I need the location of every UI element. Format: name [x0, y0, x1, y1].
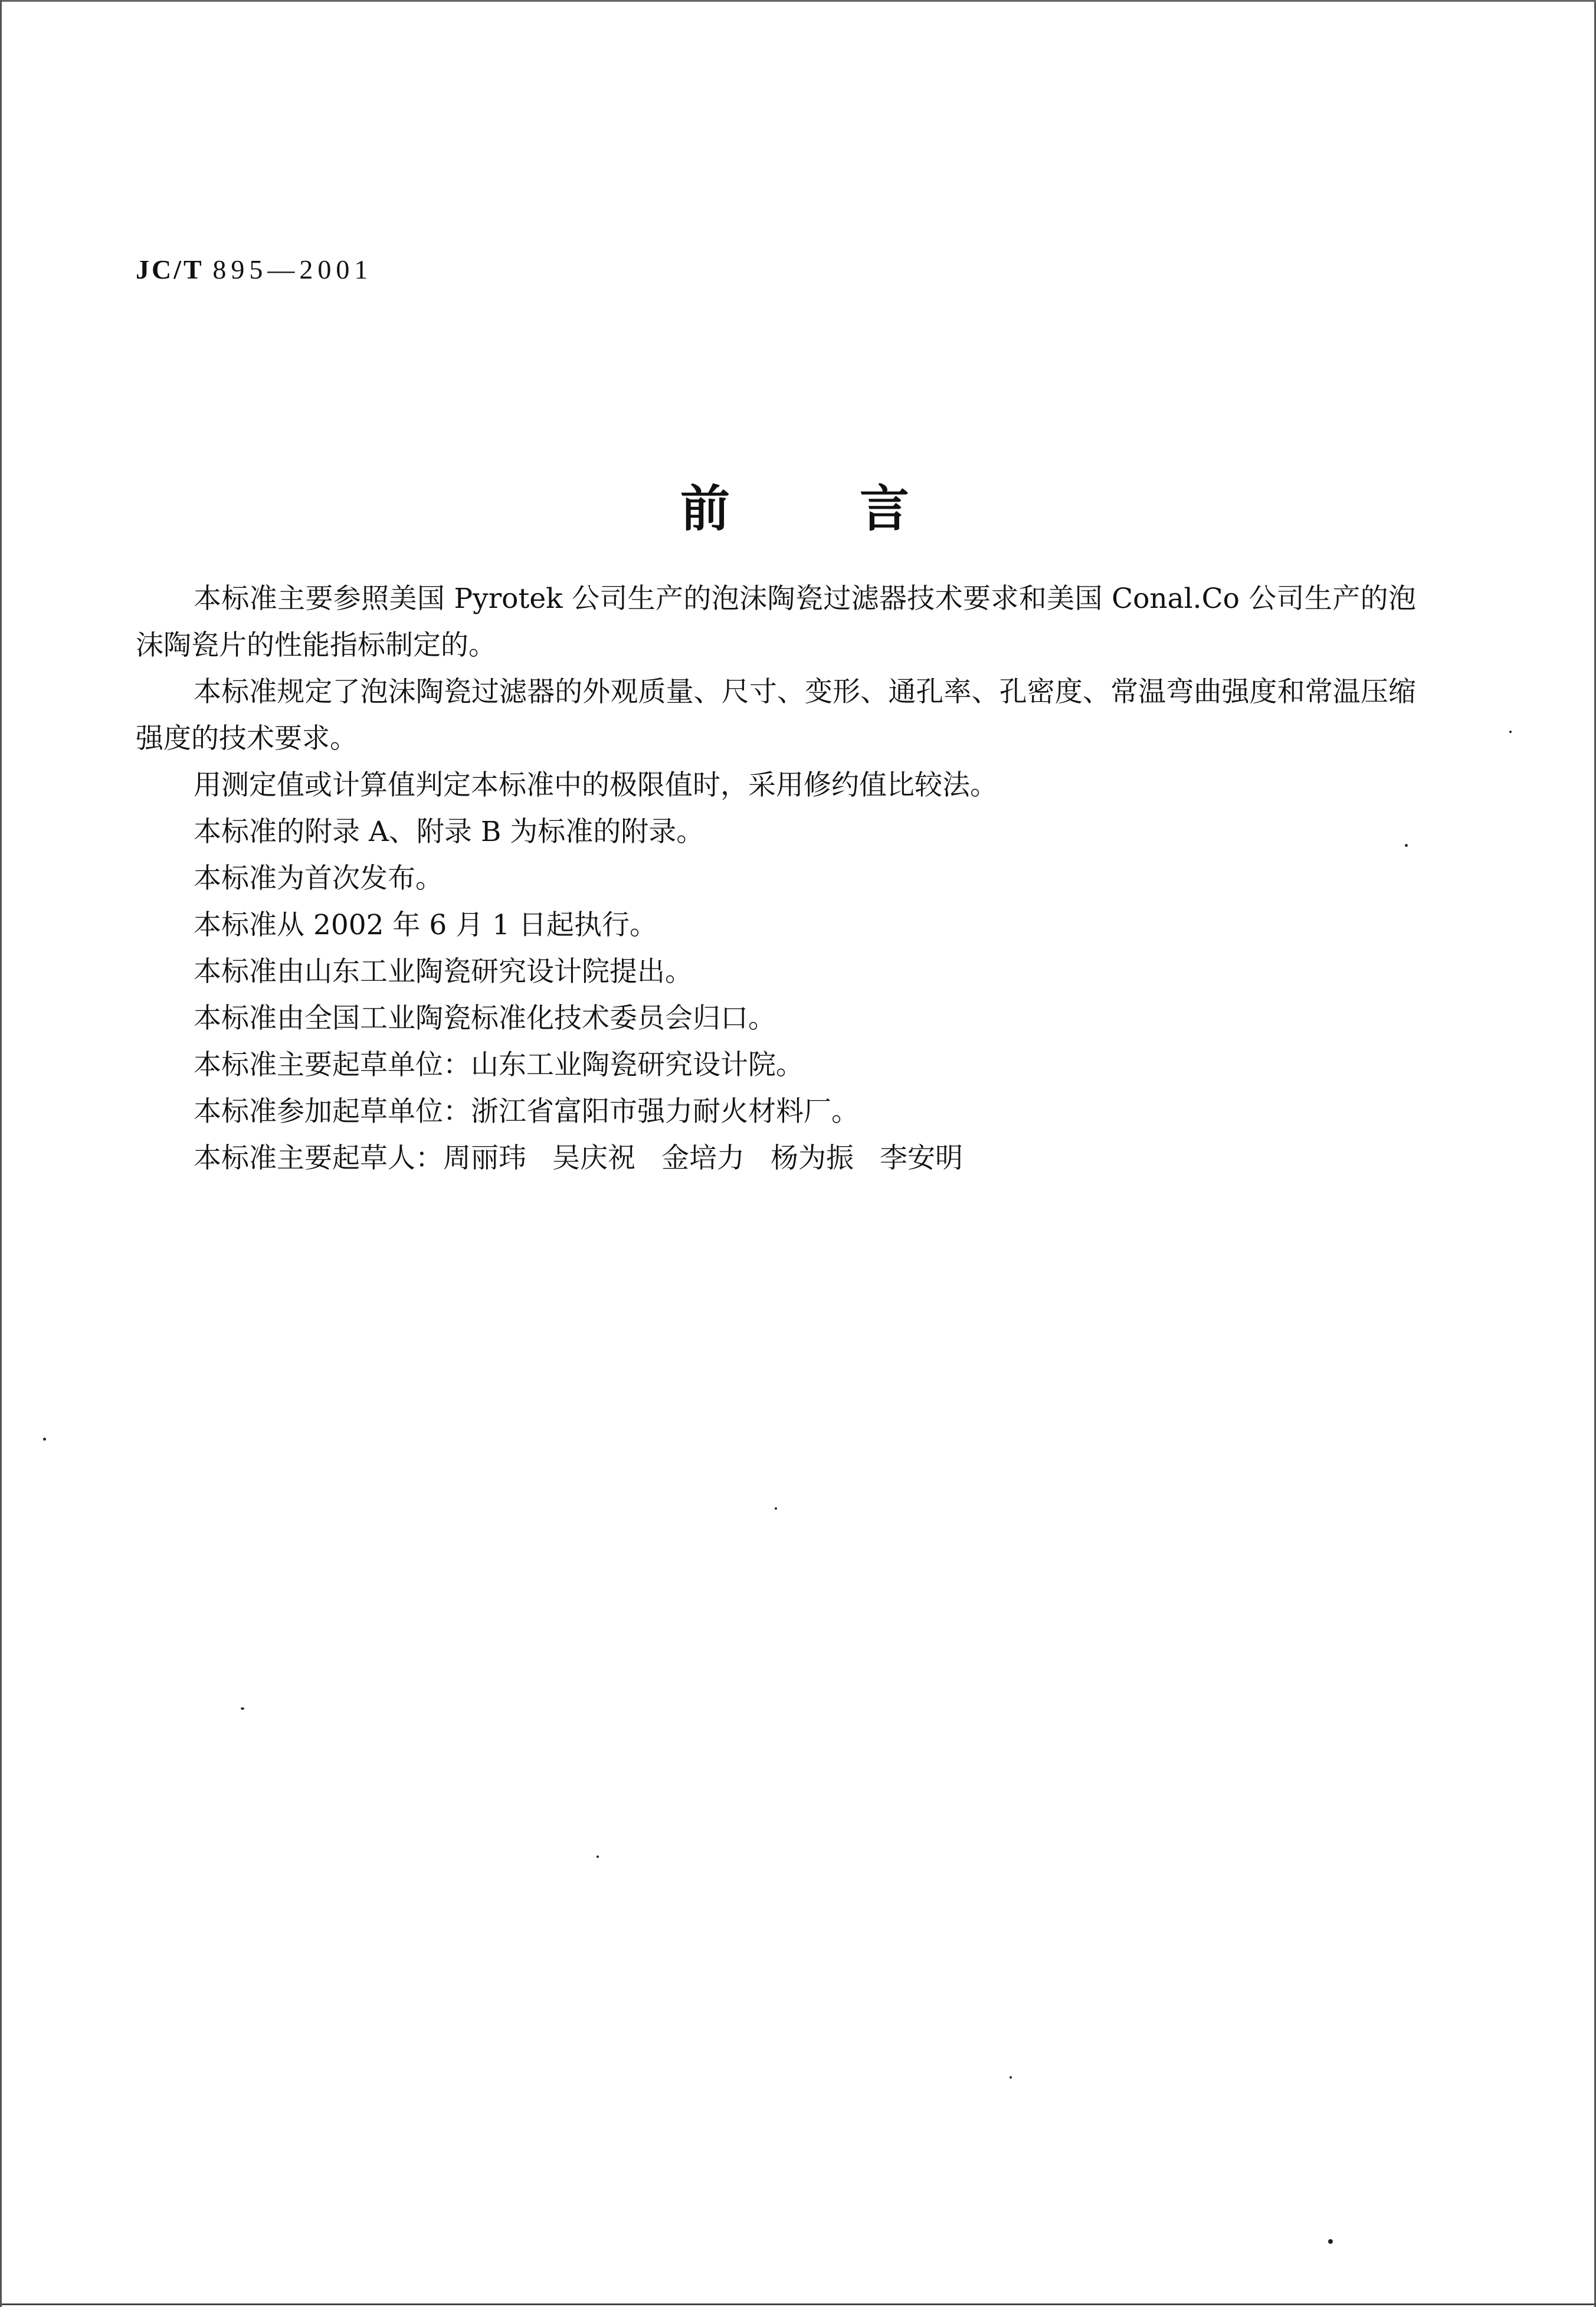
- document-code-prefix: JC/T: [136, 254, 204, 284]
- paragraph: 本标准主要参照美国 Pyrotek 公司生产的泡沫陶瓷过滤器技术要求和美国 Conal.Co 公司生产的泡沫陶瓷片的性能指标制定的。: [136, 583, 1416, 662]
- drafters-line: [136, 1135, 1416, 1182]
- drafter-name: 吴庆祝: [552, 1142, 635, 1174]
- page-bottom-edge: [2, 2303, 1596, 2305]
- scan-speck: [597, 1856, 599, 1858]
- drafter-name: 金培力: [661, 1142, 745, 1174]
- drafters-label: 本标准主要起草人：: [194, 1142, 443, 1174]
- paragraph: 本标准由全国工业陶瓷标准化技术委员会归口。: [194, 1002, 776, 1035]
- drafter-name: 李安明: [880, 1142, 963, 1174]
- paragraph: 用测定值或计算值判定本标准中的极限值时，采用修约值比较法。: [194, 769, 998, 801]
- scan-speck: [1010, 2076, 1012, 2079]
- drafter-name: 杨为振: [771, 1142, 854, 1174]
- paragraph: 本标准主要起草单位：山东工业陶瓷研究设计院。: [194, 1049, 804, 1081]
- drafter-name: 周丽玮: [443, 1142, 526, 1174]
- scan-speck: [241, 1707, 244, 1710]
- scan-speck: [1509, 731, 1512, 733]
- paragraph: 本标准规定了泡沫陶瓷过滤器的外观质量、尺寸、变形、通孔率、孔密度、常温弯曲强度和常温压缩强度的技术要求。: [136, 676, 1416, 755]
- page-top-edge: [2, 0, 1596, 2]
- paragraph: 本标准从 2002 年 6 月 1 日起执行。: [194, 909, 658, 941]
- document-code: [136, 254, 372, 285]
- scan-speck: [775, 1507, 777, 1510]
- paragraph: 本标准的附录 A、附录 B 为标准的附录。: [194, 816, 704, 848]
- scan-speck: [1405, 844, 1408, 847]
- scan-speck: [43, 1438, 46, 1441]
- paragraph: 本标准为首次发布。: [194, 862, 443, 895]
- scan-speck: [1328, 2239, 1333, 2244]
- paragraph: 本标准由山东工业陶瓷研究设计院提出。: [194, 955, 693, 988]
- paragraph: 本标准参加起草单位：浙江省富阳市强力耐火材料厂。: [194, 1095, 859, 1128]
- document-code-number: 895—2001: [212, 254, 373, 284]
- page-title: 前言: [680, 479, 1040, 538]
- foreword-body: [136, 575, 1416, 1182]
